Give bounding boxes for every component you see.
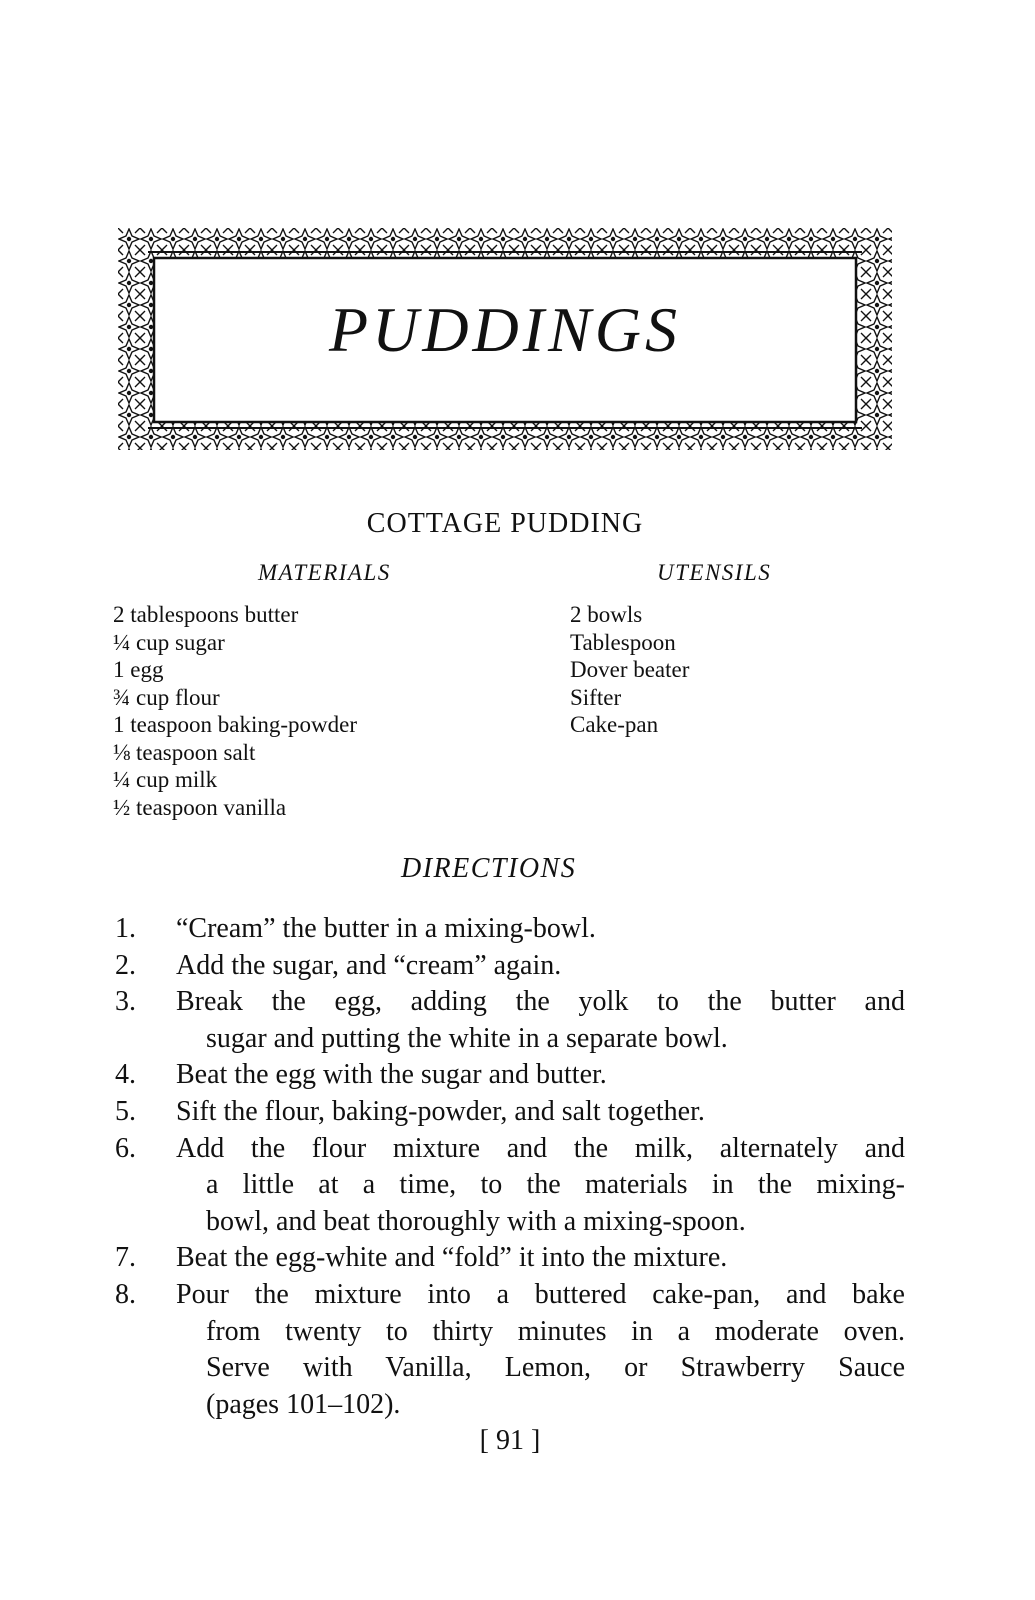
list-item: 2 tablespoons butter <box>113 602 299 627</box>
chapter-title: PUDDINGS <box>329 294 681 365</box>
step-line: Serve with Vanilla, Lemon, or Strawberry Sauce <box>206 1352 905 1384</box>
direction-step <box>115 948 905 985</box>
list-item: Cake-pan <box>570 712 659 737</box>
step-line: Add the sugar, and “cream” again. <box>176 949 562 981</box>
step-number: 4. <box>115 1059 136 1091</box>
step-line: Beat the egg with the sugar and butter. <box>176 1059 607 1091</box>
directions-list <box>115 911 905 1423</box>
step-line: “Cream” the butter in a mixing-bowl. <box>176 913 596 944</box>
list-item: ½ teaspoon vanilla <box>113 794 287 820</box>
page-number: [ 91 ] <box>479 1425 541 1456</box>
list-item: ¾ cup flour <box>113 684 220 710</box>
step-number: 3. <box>115 986 136 1018</box>
list-item: ¼ cup milk <box>113 767 218 792</box>
directions-heading: DIRECTIONS <box>401 853 577 884</box>
direction-step <box>115 1094 905 1131</box>
step-line: sugar and putting the white in a separate bowl. <box>206 1022 728 1054</box>
step-line: Sift the flour, baking-powder, and salt together. <box>176 1095 705 1127</box>
step-number: 5. <box>115 1095 136 1127</box>
recipe-title: COTTAGE PUDDING <box>366 508 644 539</box>
direction-step <box>115 911 905 948</box>
direction-step <box>115 1277 905 1423</box>
utensils-list <box>570 601 689 739</box>
list-item: Sifter <box>570 684 622 710</box>
step-line: from twenty to thirty minutes in a moderate oven. <box>206 1315 905 1347</box>
materials-list <box>113 601 357 821</box>
step-number: 1. <box>115 913 136 944</box>
step-number: 6. <box>115 1132 136 1164</box>
direction-step <box>115 1131 905 1241</box>
list-item: Dover beater <box>570 657 690 682</box>
list-item: ¼ cup sugar <box>113 629 225 655</box>
list-item: 2 bowls <box>570 602 643 627</box>
step-line: (pages 101–102). <box>206 1388 401 1420</box>
materials-heading: MATERIALS <box>258 560 391 585</box>
direction-step <box>115 1240 905 1277</box>
step-number: 8. <box>115 1278 136 1310</box>
step-line: Break the egg, adding the yolk to the butter and <box>176 986 905 1018</box>
step-line: Pour the mixture into a buttered cake-pan, and bake <box>176 1278 905 1310</box>
step-line: a little at a time, to the materials in the mixing- <box>206 1169 905 1201</box>
step-line: bowl, and beat thoroughly with a mixing-spoon. <box>206 1205 746 1237</box>
direction-step <box>115 984 905 1057</box>
list-item: ⅛ teaspoon salt <box>113 739 256 765</box>
step-number: 2. <box>115 949 136 981</box>
step-line: Beat the egg-white and “fold” it into the mixture. <box>176 1242 728 1274</box>
list-item: Tablespoon <box>570 629 676 655</box>
step-number: 7. <box>115 1242 136 1274</box>
step-line: Add the flour mixture and the milk, alternately and <box>176 1132 905 1164</box>
direction-step <box>115 1057 905 1094</box>
list-item: 1 egg <box>113 657 164 682</box>
utensils-heading: UTENSILS <box>657 560 772 585</box>
list-item: 1 teaspoon baking-powder <box>113 712 357 737</box>
